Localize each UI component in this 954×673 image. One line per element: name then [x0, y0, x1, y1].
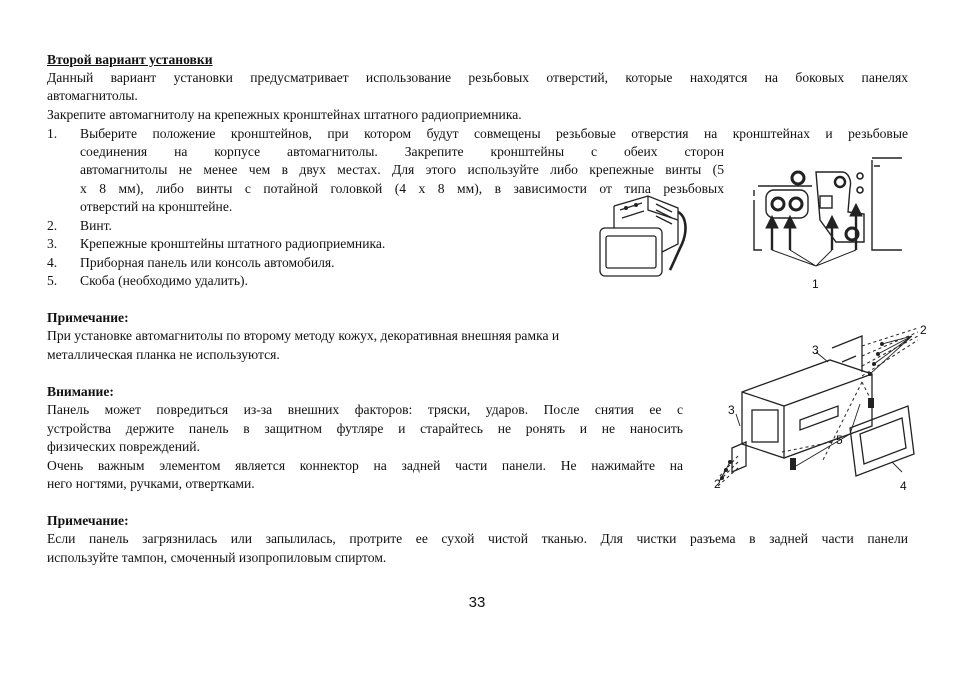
page-number: 33	[468, 594, 486, 611]
list-item-1-line-3: автомагнитолы не менее чем в двух местах. Для этого используйте либо крепежные винты (5	[80, 162, 724, 177]
intro-line-2: автомагнитолы.	[47, 88, 138, 103]
intro-line-3: Закрепите автомагнитолу на крепежных кронштейнах штатного радиоприемника.	[47, 107, 522, 122]
note-1-title: Примечание:	[47, 310, 129, 325]
list-item-5: Скоба (необходимо удалить).	[80, 273, 248, 288]
warning-line-3: физических повреждений.	[47, 439, 200, 454]
section-heading: Второй вариант установки	[47, 52, 213, 67]
list-item-1-line-4: x 8 мм), либо винты с потайной головкой (4 x 8 мм), в зависимости от типа резьбовых	[80, 181, 724, 196]
list-number-1: 1.	[47, 126, 58, 141]
warning-line-4: Очень важным элементом является коннектор на задней части панели. Не нажимайте на	[47, 458, 683, 473]
warning-line-2: устройства держите панель в защитном футляре и старайтесь не ронять и не наносить	[47, 421, 683, 436]
note-1-line-1: При установке автомагнитолы по второму методу кожух, декоративная внешняя рамка и	[47, 328, 560, 343]
list-item-4: Приборная панель или консоль автомобиля.	[80, 255, 335, 270]
list-item-1-line-5: отверстий на кронштейне.	[80, 199, 233, 214]
warning-line-1: Панель может повредиться из-за внешних факторов: тряски, ударов. После снятия ее с	[47, 402, 683, 417]
bracket-detail-illustration	[752, 150, 912, 290]
callout-label-1: 1	[812, 277, 819, 291]
exploded-installation-illustration	[712, 322, 936, 492]
list-number-5: 5.	[47, 273, 58, 288]
note-2-line-1: Если панель загрязнилась или запылилась, протрите ее сухой чистой тканью. Для чистки разъема в задней части панели	[47, 531, 908, 546]
callout-label-2-top: 2	[920, 323, 927, 337]
list-item-1-line-2: соединения на корпусе автомагнитолы. Закрепите кронштейны с обеих сторон	[80, 144, 724, 159]
intro-line-1: Данный вариант установки предусматривает использование резьбовых отверстий, которые находятся на боковых панелях	[47, 70, 908, 85]
callout-label-4: 4	[900, 479, 907, 493]
note-1-line-2: металлическая планка не используются.	[47, 347, 280, 362]
warning-title: Внимание:	[47, 384, 114, 399]
note-2-title: Примечание:	[47, 513, 129, 528]
warning-line-5: него ногтями, ручками, отвертками.	[47, 476, 255, 491]
callout-label-3-top: 3	[812, 343, 819, 357]
list-item-3: Крепежные кронштейны штатного радиоприемника.	[80, 236, 386, 251]
callout-label-2-bottom: 2	[714, 477, 721, 491]
list-item-1-line-1: Выберите положение кронштейнов, при котором будут совмещены резьбовые отверстия на кронштейнах и резьбовые	[80, 126, 908, 141]
list-number-2: 2.	[47, 218, 58, 233]
note-2-line-2: используйте тампон, смоченный изопропиловым спиртом.	[47, 550, 387, 565]
list-number-4: 4.	[47, 255, 58, 270]
radio-bracket-illustration	[596, 190, 692, 286]
callout-label-3-left: 3	[728, 403, 735, 417]
callout-label-5: 5	[836, 433, 843, 447]
list-number-3: 3.	[47, 236, 58, 251]
list-item-2: Винт.	[80, 218, 112, 233]
